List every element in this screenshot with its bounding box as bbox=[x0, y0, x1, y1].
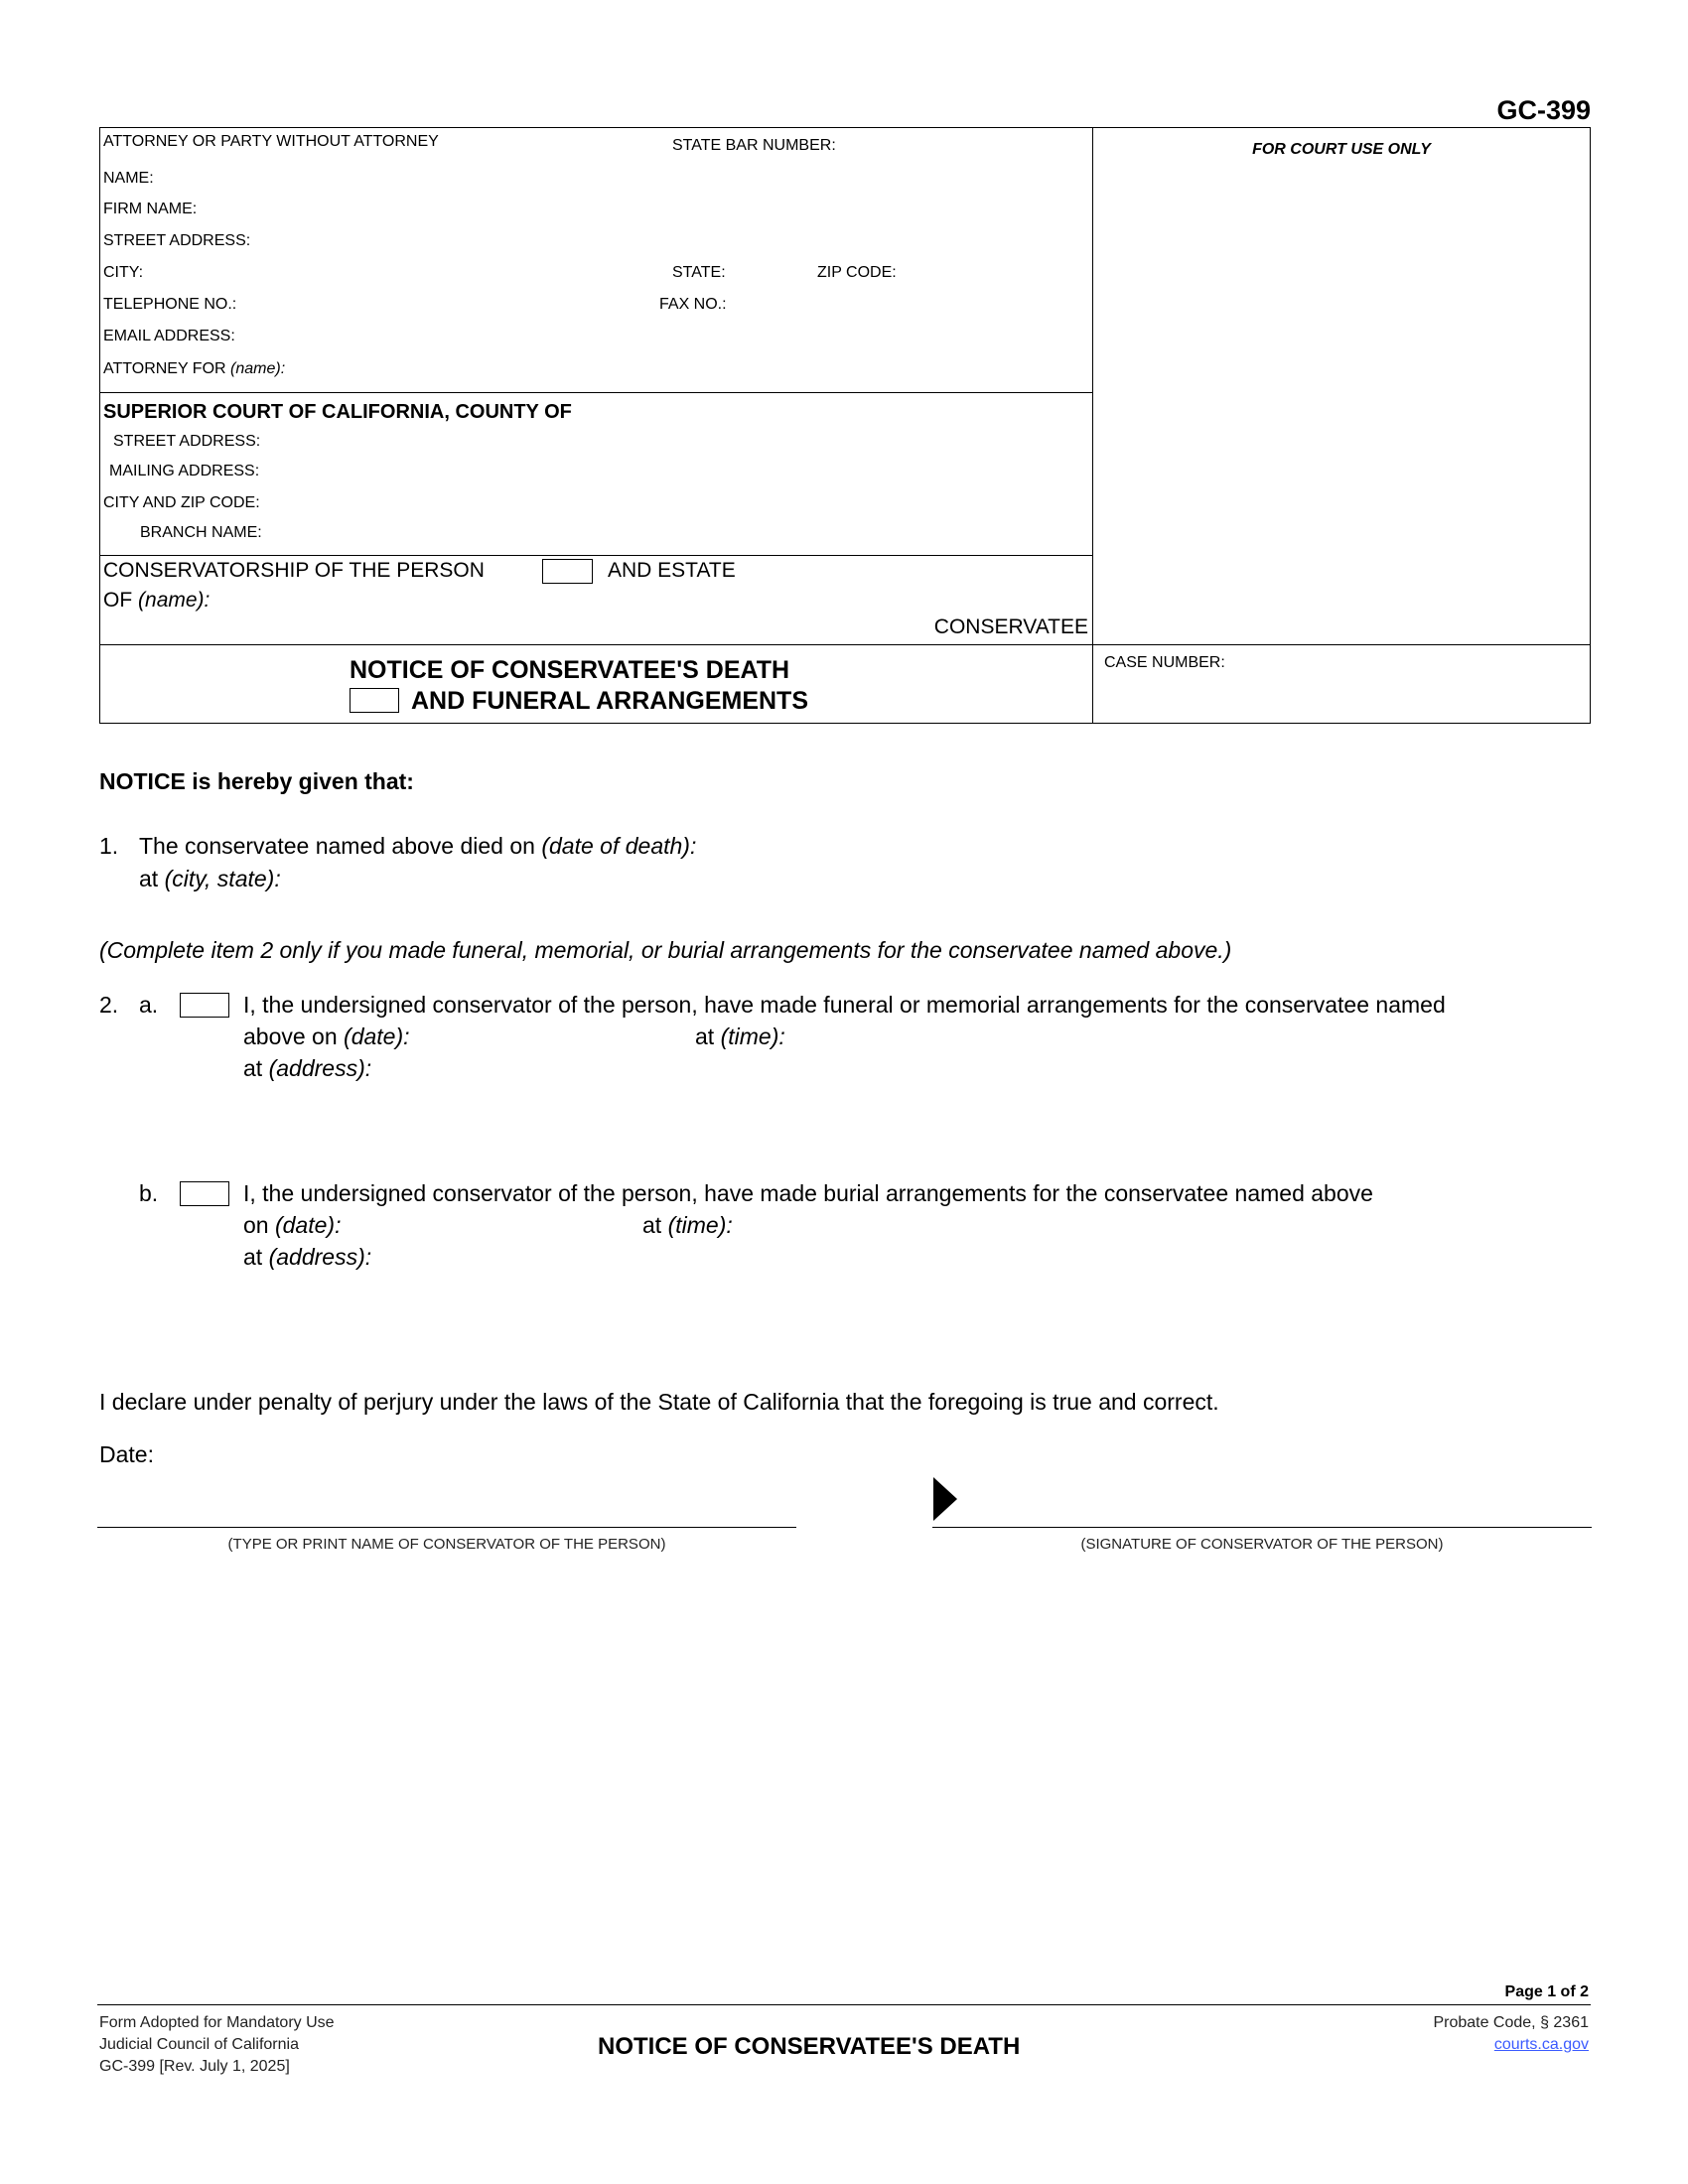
attorney-for-label bbox=[103, 360, 285, 378]
declaration-text: I declare under penalty of perjury under the laws of the State of California that the foregoing is true and correct. bbox=[99, 1389, 1219, 1415]
item-2a-text: I, the undersigned conservator of the person, have made funeral or memorial arrangements for the conservatee named bbox=[243, 992, 1446, 1018]
footer-revision: GC-399 [Rev. July 1, 2025] bbox=[99, 2058, 290, 2075]
item-2a-above-on: above on bbox=[243, 1024, 338, 1049]
court-case-divider bbox=[99, 555, 1092, 556]
item-1-text bbox=[139, 833, 696, 859]
court-street-input[interactable] bbox=[273, 429, 1086, 455]
court-mailing-input[interactable] bbox=[273, 459, 1086, 484]
item-2a-address-at: at bbox=[243, 1055, 263, 1081]
footer-title: NOTICE OF CONSERVATEE'S DEATH bbox=[598, 2033, 1021, 2060]
court-branch-input[interactable] bbox=[273, 520, 1086, 546]
court-city-zip-label: CITY AND ZIP CODE: bbox=[103, 494, 260, 511]
item-2b-text: I, the undersigned conservator of the person, have made burial arrangements for the conservatee named above bbox=[243, 1180, 1373, 1206]
state-label: STATE: bbox=[672, 264, 726, 281]
court-street-label: STREET ADDRESS: bbox=[113, 433, 261, 450]
item-2b-address-hint: (address): bbox=[268, 1244, 372, 1270]
form-number: GC-399 bbox=[1496, 95, 1591, 125]
item-2b-date-input[interactable] bbox=[357, 1210, 639, 1240]
item-2a-date-hint: (date): bbox=[344, 1024, 410, 1049]
item-2-number: 2. bbox=[99, 992, 119, 1018]
signature-arrow-icon bbox=[933, 1477, 957, 1521]
and-estate-label: AND ESTATE bbox=[608, 559, 736, 582]
attorney-street-input[interactable] bbox=[263, 228, 1086, 254]
footer-council: Judicial Council of California bbox=[99, 2036, 299, 2053]
attorney-for-text: ATTORNEY FOR bbox=[103, 360, 226, 377]
item-2b-address-input[interactable] bbox=[387, 1242, 1593, 1335]
page-indicator: Page 1 of 2 bbox=[1504, 1983, 1589, 2000]
item-2a-time-input[interactable] bbox=[804, 1022, 1593, 1051]
name-line bbox=[97, 1527, 796, 1528]
court-use-only-label: FOR COURT USE ONLY bbox=[1252, 141, 1431, 158]
item-2b-time-line bbox=[642, 1212, 733, 1238]
signature-line bbox=[932, 1527, 1592, 1528]
item-2b-time-hint: (time): bbox=[667, 1212, 733, 1238]
item-2a-at: at bbox=[695, 1024, 715, 1049]
item-2b-address-at: at bbox=[243, 1244, 263, 1270]
funeral-arrangements-checkbox[interactable] bbox=[350, 688, 399, 713]
courts-link[interactable]: courts.ca.gov bbox=[1493, 2036, 1589, 2053]
item-2a-checkbox[interactable] bbox=[180, 993, 229, 1018]
caption-divider bbox=[1092, 127, 1093, 724]
item-1-place-line bbox=[139, 866, 281, 891]
item-2a-time-line bbox=[695, 1024, 785, 1049]
fax-label: FAX NO.: bbox=[659, 296, 727, 313]
item-2b-date-hint: (date): bbox=[274, 1212, 342, 1238]
item-2b-letter: b. bbox=[139, 1180, 159, 1206]
firm-name-label: FIRM NAME: bbox=[103, 201, 198, 217]
name-caption: (TYPE OR PRINT NAME OF CONSERVATOR OF THE PERSON) bbox=[227, 1536, 666, 1553]
zip-code-label: ZIP CODE: bbox=[817, 264, 897, 281]
court-branch-label: BRANCH NAME: bbox=[140, 524, 262, 541]
state-bar-label: STATE BAR NUMBER: bbox=[672, 137, 836, 154]
email-input[interactable] bbox=[248, 324, 1086, 349]
footer-adopted: Form Adopted for Mandatory Use bbox=[99, 2014, 335, 2031]
attorney-court-divider bbox=[99, 392, 1092, 393]
name-label: NAME: bbox=[103, 170, 154, 187]
conservatorship-label: CONSERVATORSHIP OF THE PERSON bbox=[103, 559, 485, 582]
date-of-death-input[interactable] bbox=[755, 831, 1593, 861]
item-2a-address-line bbox=[243, 1055, 371, 1081]
item-1-date-hint: (date of death): bbox=[541, 833, 697, 859]
item-2b-date-line bbox=[243, 1212, 341, 1238]
item-2a-date-input[interactable] bbox=[427, 1022, 689, 1051]
item-2a-letter: a. bbox=[139, 992, 159, 1018]
item-2a-address-input[interactable] bbox=[387, 1053, 1593, 1147]
footer-right bbox=[1433, 2012, 1589, 2056]
county-input[interactable] bbox=[635, 400, 1086, 426]
of-name-label bbox=[103, 589, 210, 613]
item-1-at: at bbox=[139, 866, 159, 891]
title-divider bbox=[99, 644, 1591, 645]
attorney-state-input[interactable] bbox=[735, 260, 813, 286]
item-2b-checkbox[interactable] bbox=[180, 1181, 229, 1206]
item-2b-on: on bbox=[243, 1212, 269, 1238]
state-bar-input[interactable] bbox=[854, 131, 1086, 157]
telephone-label: TELEPHONE NO.: bbox=[103, 296, 237, 313]
item-2b-time-input[interactable] bbox=[755, 1210, 1593, 1240]
attorney-for-hint: (name): bbox=[230, 360, 286, 377]
item-2b-at: at bbox=[642, 1212, 662, 1238]
document-title-line1: NOTICE OF CONSERVATEE'S DEATH bbox=[350, 656, 790, 684]
notice-intro: NOTICE is hereby given that: bbox=[99, 768, 414, 794]
attorney-for-input[interactable] bbox=[298, 356, 1086, 382]
footer-left bbox=[99, 2012, 335, 2078]
case-number-label: CASE NUMBER: bbox=[1104, 654, 1225, 671]
place-of-death-input[interactable] bbox=[298, 864, 1593, 893]
firm-name-input[interactable] bbox=[209, 197, 1086, 222]
item-2a-time-hint: (time): bbox=[720, 1024, 785, 1049]
item-2a-date-line bbox=[243, 1024, 410, 1049]
case-number-input[interactable] bbox=[1102, 680, 1583, 716]
signature-caption: (SIGNATURE OF CONSERVATOR OF THE PERSON) bbox=[1080, 1536, 1444, 1553]
item-1-place-hint: (city, state): bbox=[164, 866, 281, 891]
court-mailing-label: MAILING ADDRESS: bbox=[109, 463, 260, 479]
item-1-number: 1. bbox=[99, 833, 119, 859]
attorney-city-input[interactable] bbox=[149, 260, 664, 286]
attorney-zip-input[interactable] bbox=[909, 260, 1086, 286]
conservator-name-input[interactable] bbox=[99, 1489, 800, 1525]
instruction-note: (Complete item 2 only if you made funeral, memorial, or burial arrangements for the conservatee named above.) bbox=[99, 937, 1232, 963]
date-label: Date: bbox=[99, 1441, 154, 1467]
email-label: EMAIL ADDRESS: bbox=[103, 328, 235, 344]
court-heading: SUPERIOR COURT OF CALIFORNIA, COUNTY OF bbox=[103, 401, 572, 423]
fax-input[interactable] bbox=[735, 292, 1086, 318]
conservatee-role-label: CONSERVATEE bbox=[933, 615, 1088, 638]
attorney-name-input[interactable] bbox=[164, 165, 1086, 191]
of-name-hint: (name): bbox=[138, 589, 211, 612]
item-1-died-text: The conservatee named above died on bbox=[139, 833, 535, 859]
document-title-line2: AND FUNERAL ARRANGEMENTS bbox=[411, 687, 808, 715]
footer-rule bbox=[97, 2004, 1591, 2005]
attorney-heading: ATTORNEY OR PARTY WITHOUT ATTORNEY bbox=[103, 133, 439, 150]
city-label: CITY: bbox=[103, 264, 144, 281]
declaration-date-input[interactable] bbox=[164, 1439, 664, 1469]
street-address-label: STREET ADDRESS: bbox=[103, 232, 251, 249]
item-2b-address-line bbox=[243, 1244, 371, 1270]
and-estate-checkbox[interactable] bbox=[542, 559, 593, 584]
court-city-zip-input[interactable] bbox=[273, 490, 1086, 516]
item-2a-address-hint: (address): bbox=[268, 1055, 372, 1081]
telephone-input[interactable] bbox=[248, 292, 654, 318]
of-text: OF bbox=[103, 589, 133, 612]
footer-statute: Probate Code, § 2361 bbox=[1433, 2014, 1589, 2031]
signature-field[interactable] bbox=[963, 1479, 1591, 1525]
conservatee-name-input[interactable] bbox=[228, 587, 1086, 614]
